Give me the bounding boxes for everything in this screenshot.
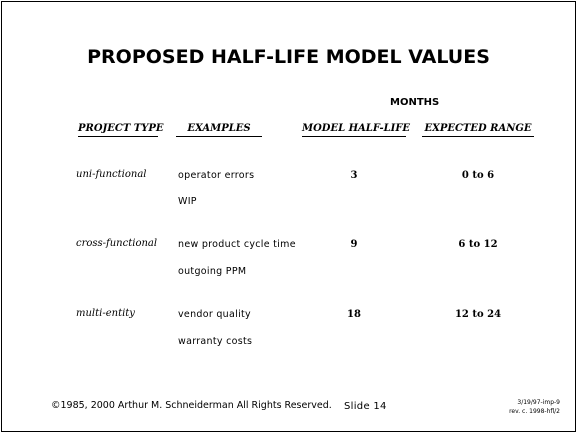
copyright-notice: ©1985, 2000 Arthur M. Schneiderman All Rights Reserved. [51,400,332,411]
document-reference [509,398,560,416]
row-2-expected-range: 6 to 12 [458,239,498,250]
months-group-header: MONTHS [390,97,440,108]
row-1-example-2: WIP [178,196,197,207]
column-header-project-type: PROJECT TYPE [78,123,158,137]
row-1-half-life: 3 [350,170,358,181]
row-1-expected-range: 0 to 6 [461,170,495,181]
page-title: PROPOSED HALF-LIFE MODEL VALUES [87,46,490,68]
row-3-half-life: 18 [347,309,361,320]
row-2-project-type: cross-functional [76,238,158,249]
row-3-example-2: warranty costs [178,336,253,347]
column-header-expected-range: EXPECTED RANGE [422,123,534,137]
column-header-model-half-life: MODEL HALF-LIFE [302,123,406,137]
row-1-project-type: uni-functional [76,169,147,180]
row-2-example-1: new product cycle time [178,239,296,250]
row-3-example-1: vendor quality [178,309,251,320]
column-header-examples: EXAMPLES [176,123,262,137]
reference-line-2: rev. c. 1998-hfl/2 [509,408,560,415]
row-3-project-type: multi-entity [76,308,135,319]
row-1-example-1: operator errors [178,170,255,181]
row-2-example-2: outgoing PPM [178,266,247,277]
reference-line-1: 3/19/97-imp-9 [517,399,560,406]
slide [1,1,576,432]
row-3-expected-range: 12 to 24 [454,309,502,320]
slide-number: Slide 14 [344,401,387,412]
row-2-half-life: 9 [350,239,358,250]
